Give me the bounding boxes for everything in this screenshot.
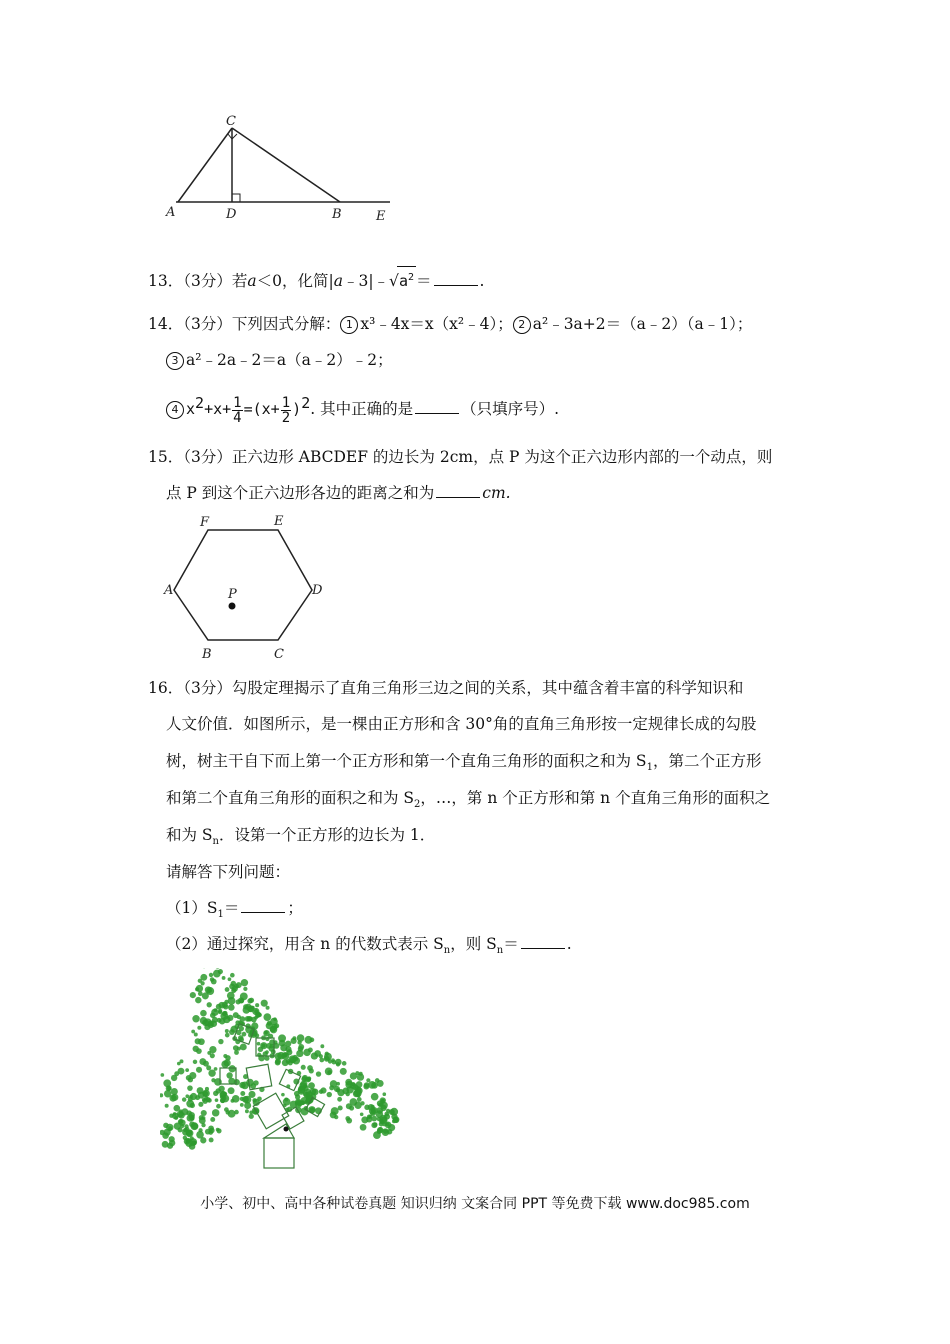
leaf xyxy=(340,1068,347,1075)
label-d2: D xyxy=(312,583,323,598)
leaf xyxy=(346,1118,352,1124)
q14-item1: x³﹣4x＝x（x²﹣4）； xyxy=(360,315,513,333)
frac2-num: 1 xyxy=(281,394,291,411)
q16-part2-eq: ＝ xyxy=(503,935,519,953)
fraction-1-2 xyxy=(281,396,291,425)
leaf xyxy=(207,1098,212,1103)
q16-part1-sub: 1 xyxy=(217,909,224,921)
question-15-line1 xyxy=(148,446,772,468)
leaf xyxy=(307,1065,313,1071)
leaf xyxy=(196,1067,202,1073)
leaf xyxy=(255,1003,259,1007)
label-e2: E xyxy=(274,514,284,529)
leaf xyxy=(244,1102,251,1109)
leaf xyxy=(200,1010,207,1017)
leaf xyxy=(229,1065,236,1072)
pythagoras-tree-figure xyxy=(160,968,400,1178)
label-p: P xyxy=(228,587,237,602)
leaf xyxy=(243,987,247,991)
q13-var-a2: a xyxy=(333,272,343,290)
q14-question: . 其中正确的是 xyxy=(310,400,414,419)
leaf xyxy=(320,1044,324,1048)
leaf xyxy=(301,1065,306,1070)
triangle-figure xyxy=(160,110,400,230)
leaf xyxy=(231,1099,235,1103)
leaf xyxy=(208,1020,214,1026)
q14-number: 14． xyxy=(148,315,184,333)
leaf xyxy=(203,1061,209,1067)
question-16-line4 xyxy=(166,787,770,816)
leaf xyxy=(192,1015,199,1022)
q15-number: 15． xyxy=(148,448,184,466)
question-14-line2 xyxy=(166,349,393,371)
leaf xyxy=(229,1029,235,1035)
q16-part2-sub: n xyxy=(443,945,451,957)
leaf xyxy=(166,1085,172,1091)
label-d: D xyxy=(226,207,237,222)
leaf xyxy=(213,1091,218,1096)
leaf xyxy=(198,991,203,996)
leaf xyxy=(245,1109,249,1113)
leaf xyxy=(180,1059,184,1063)
leaf xyxy=(184,1138,190,1144)
leaf xyxy=(319,1058,324,1063)
leaf xyxy=(228,1087,235,1094)
leaf xyxy=(201,1123,205,1127)
leaf xyxy=(248,1016,253,1021)
leaf xyxy=(225,987,230,992)
leaf xyxy=(327,1070,332,1075)
leaf xyxy=(294,1091,300,1097)
leaf xyxy=(334,1115,338,1119)
question-16-part2 xyxy=(166,933,572,962)
leaf xyxy=(212,1109,219,1116)
q16-part1-eq: ＝ xyxy=(223,899,240,917)
leaf xyxy=(371,1122,377,1128)
q16-text3b: ，第二个正方形 xyxy=(652,752,762,770)
q13-radicand-exp: 2 xyxy=(407,272,414,283)
leaf xyxy=(217,1128,222,1133)
leaf xyxy=(192,1140,197,1145)
leaf xyxy=(303,1091,309,1097)
question-16-line2 xyxy=(166,713,756,735)
q16-part1-label: （1）S xyxy=(166,899,218,917)
leaf xyxy=(229,984,235,990)
q13-middle: ﹣3|﹣ xyxy=(342,272,390,290)
tree-foliage xyxy=(160,968,399,1150)
leaf xyxy=(209,1138,214,1143)
tree-center-dot xyxy=(284,1127,289,1132)
q15-text2: 点 P 到这个正六边形各边的距离之和为 xyxy=(166,484,435,502)
leaf xyxy=(249,998,254,1003)
leaf xyxy=(290,1038,296,1044)
leaf xyxy=(224,1107,229,1112)
label-b2: B xyxy=(202,647,212,662)
q14-item4-paren: ) xyxy=(292,400,302,419)
leaf xyxy=(300,1100,305,1105)
leaf xyxy=(226,1072,232,1078)
leaf xyxy=(390,1108,398,1116)
leaf xyxy=(249,1114,254,1119)
leaf xyxy=(185,1094,189,1098)
leaf xyxy=(355,1071,359,1075)
leaf xyxy=(359,1072,363,1076)
leaf xyxy=(246,1079,254,1087)
leaf xyxy=(308,1082,315,1089)
leaf xyxy=(236,999,241,1004)
leaf xyxy=(360,1124,367,1131)
leaf xyxy=(160,1093,163,1097)
leaf xyxy=(263,1013,271,1021)
leaf xyxy=(182,1097,186,1101)
q16-text5: 和为 S xyxy=(166,826,213,844)
leaf xyxy=(241,979,248,986)
leaf xyxy=(187,1115,194,1122)
question-15-line2 xyxy=(166,482,511,504)
q16-prompt: 请解答下列问题： xyxy=(166,863,291,881)
question-16-line6 xyxy=(166,861,290,883)
leaf xyxy=(160,1073,164,1077)
leaf xyxy=(261,1000,268,1007)
q16-part2-end: . xyxy=(566,935,572,953)
leaf xyxy=(255,1033,259,1037)
q16-number: 16． xyxy=(148,679,184,697)
q15-unit: cm. xyxy=(482,484,511,502)
leaf xyxy=(172,1113,179,1120)
q15-text1: （3分）正六边形 ABCDEF 的边长为 2cm，点 P 为这个正六边形内部的一个动点，则 xyxy=(183,448,773,466)
q16-text5b: ．设第一个正方形的边长为 1． xyxy=(219,826,436,844)
question-16-line3 xyxy=(166,750,761,779)
hexagon-figure xyxy=(160,510,330,662)
leaf xyxy=(193,1060,197,1064)
leaf xyxy=(199,1115,204,1120)
leaf xyxy=(280,1044,287,1051)
leaf xyxy=(375,1078,380,1083)
leaf xyxy=(200,981,204,985)
leaf xyxy=(222,976,226,980)
leaf xyxy=(277,1052,285,1060)
leaf xyxy=(225,1033,230,1038)
q13-end: . xyxy=(479,272,485,290)
leaf xyxy=(191,1030,195,1034)
leaf xyxy=(338,1105,343,1110)
leaf xyxy=(316,1071,321,1076)
q14-item4-eq: =(x+ xyxy=(243,400,280,419)
q14-item4-x: x xyxy=(186,400,196,419)
leaf xyxy=(240,1091,245,1096)
leaf xyxy=(367,1115,372,1120)
leaf xyxy=(218,1039,223,1044)
leaf xyxy=(382,1122,386,1126)
q14-intro: （3分）下列因式分解： xyxy=(183,315,341,333)
leaf xyxy=(267,1021,272,1026)
leaf xyxy=(258,1047,263,1052)
frac1-den: 4 xyxy=(233,409,242,426)
leaf xyxy=(198,1128,202,1132)
label-a: A xyxy=(166,205,176,220)
q16-text3: 树，树主干自下而上第一个正方形和第一个直角三角形的面积之和为 S xyxy=(166,752,647,770)
leaf xyxy=(223,1004,228,1009)
question-13 xyxy=(148,266,484,292)
leaf xyxy=(208,1069,215,1076)
q13-radicand-base: a xyxy=(398,272,408,290)
leaf xyxy=(210,977,215,982)
q16-part2-mid: ，则 S xyxy=(450,935,497,953)
leaf xyxy=(298,1044,304,1050)
leaf xyxy=(394,1118,399,1123)
leaf xyxy=(174,1122,181,1129)
leaf xyxy=(171,1088,178,1095)
q14-item4-plus: +x+ xyxy=(204,400,232,419)
question-16-line5 xyxy=(166,824,435,853)
leaf xyxy=(371,1116,377,1122)
leaf xyxy=(197,1026,201,1030)
leaf xyxy=(213,970,221,978)
leaf xyxy=(273,1017,277,1021)
leaf xyxy=(225,1055,231,1061)
q16-part1-blank[interactable] xyxy=(241,898,285,913)
leaf xyxy=(336,1082,340,1086)
leaf xyxy=(209,973,213,977)
leaf xyxy=(190,992,196,998)
label-e: E xyxy=(376,209,386,224)
circle-2-icon: 2 xyxy=(513,316,531,334)
circle-1-icon: 1 xyxy=(340,316,358,334)
q13-var-a: a xyxy=(247,272,257,290)
q16-part1-end: ； xyxy=(287,899,303,917)
leaf xyxy=(261,1044,265,1048)
leaf xyxy=(342,1061,347,1066)
leaf xyxy=(227,992,235,1000)
leaf xyxy=(202,1099,207,1104)
q14-item3: a²﹣2a﹣2＝a（a﹣2）﹣2； xyxy=(186,351,393,369)
leaf xyxy=(202,1090,209,1097)
leaf xyxy=(228,1004,235,1011)
leaf xyxy=(300,1081,307,1088)
leaf xyxy=(205,986,212,993)
leaf xyxy=(303,1049,310,1056)
leaf xyxy=(371,1093,379,1101)
leaf xyxy=(240,1044,247,1051)
leaf xyxy=(345,1079,352,1086)
leaf xyxy=(275,1060,281,1066)
leaf xyxy=(210,1117,215,1122)
leaf xyxy=(243,1006,250,1013)
leaf xyxy=(215,1098,219,1102)
q16-part2-blank[interactable] xyxy=(521,934,565,949)
q14-answer-blank[interactable] xyxy=(415,399,459,414)
label-c2: C xyxy=(274,647,284,662)
q16-part2-sub2: n xyxy=(496,945,504,957)
leaf xyxy=(171,1075,177,1081)
leaf xyxy=(357,1097,362,1102)
leaf xyxy=(373,1131,381,1139)
leaf xyxy=(332,1060,337,1065)
leaf xyxy=(366,1078,370,1082)
leaf xyxy=(376,1107,383,1114)
circle-4-icon: 4 xyxy=(166,401,184,419)
leaf xyxy=(350,1098,358,1106)
leaf xyxy=(360,1112,364,1116)
leaf xyxy=(220,1098,225,1103)
q13-radicand xyxy=(397,266,416,292)
leaf xyxy=(179,1119,184,1124)
leaf xyxy=(168,1126,172,1130)
leaf xyxy=(194,1033,198,1037)
q13-number: 13． xyxy=(148,272,184,290)
leaf xyxy=(379,1102,383,1106)
leaf xyxy=(305,1036,313,1044)
leaf xyxy=(234,1050,239,1055)
leaf xyxy=(214,1008,218,1012)
leaf xyxy=(330,1080,337,1087)
leaf xyxy=(205,1129,211,1135)
frac1-num: 1 xyxy=(233,394,242,411)
leaf xyxy=(189,1095,193,1099)
leaf xyxy=(196,1048,202,1054)
leaf xyxy=(224,1000,228,1004)
question-16-part1 xyxy=(166,897,303,926)
leaf xyxy=(196,985,203,992)
q16-text2: 人文价值．如图所示，是一棵由正方形和含 30°角的直角三角形按一定规律长成的勾股 xyxy=(166,715,757,733)
q16-text1: （3分）勾股定理揭示了直角三角形三边之间的关系，其中蕴含着丰富的科学知识和 xyxy=(183,679,744,697)
leaf xyxy=(382,1092,386,1096)
leaf xyxy=(384,1114,390,1120)
leaf xyxy=(240,1103,244,1107)
leaf xyxy=(337,1097,342,1102)
leaf xyxy=(364,1082,370,1088)
q14-hint: （只填序号）. xyxy=(461,400,560,419)
leaf xyxy=(210,1013,216,1019)
leaf xyxy=(248,1091,255,1098)
q15-answer-blank[interactable] xyxy=(436,483,480,498)
leaf xyxy=(188,1077,193,1082)
leaf xyxy=(185,1127,189,1131)
label-c: C xyxy=(226,114,236,129)
leaf xyxy=(230,973,235,978)
leaf xyxy=(281,1093,285,1097)
q13-answer-blank[interactable] xyxy=(434,271,478,286)
leaf xyxy=(191,1122,199,1130)
leaf xyxy=(327,1092,332,1097)
leaf xyxy=(236,982,242,988)
leaf xyxy=(187,1085,193,1091)
q14-item4-exp: 2 xyxy=(195,394,205,412)
leaf xyxy=(195,1038,201,1044)
leaf xyxy=(190,1136,194,1140)
leaf xyxy=(387,1129,393,1135)
leaf xyxy=(240,1016,246,1022)
leaf xyxy=(169,1140,175,1146)
leaf xyxy=(228,1110,236,1118)
leaf xyxy=(169,1095,176,1102)
question-14-line3 xyxy=(166,392,559,425)
q16-sn-sub: n xyxy=(212,836,219,848)
circle-3-icon: 3 xyxy=(166,352,184,370)
leaf xyxy=(216,1104,221,1109)
q16-s2-sub: 2 xyxy=(414,799,421,811)
q13-intro: （3分）若 xyxy=(183,272,248,290)
leaf xyxy=(207,1002,212,1007)
leaf xyxy=(255,1013,260,1018)
leaf xyxy=(242,1032,247,1037)
leaf xyxy=(342,1088,349,1095)
label-f: F xyxy=(200,515,210,530)
leaf xyxy=(215,968,221,969)
leaf xyxy=(195,997,201,1003)
leaf xyxy=(214,1078,222,1086)
leaf xyxy=(198,1102,203,1107)
leaf xyxy=(200,974,207,981)
leaf xyxy=(178,1068,185,1075)
question-16-line1 xyxy=(148,677,743,699)
leaf xyxy=(252,1098,256,1102)
leaf xyxy=(290,1057,296,1063)
leaf xyxy=(228,977,232,981)
question-14-line1 xyxy=(148,313,752,335)
leaf xyxy=(240,1097,244,1101)
q14-item4-exp2: 2 xyxy=(301,394,311,412)
leaf xyxy=(185,1068,189,1072)
leaf xyxy=(223,1092,227,1096)
leaf xyxy=(266,1006,270,1010)
q14-item2: a²﹣3a+2＝（a﹣2）（a﹣1）； xyxy=(532,315,753,333)
leaf xyxy=(314,1050,321,1057)
leaf xyxy=(360,1101,364,1105)
leaf xyxy=(378,1127,383,1132)
leaf xyxy=(371,1082,378,1089)
label-b: B xyxy=(332,207,342,222)
leaf xyxy=(283,1098,291,1106)
leaf xyxy=(217,1018,222,1023)
q16-text4: 和第二个直角三角形的面积之和为 S xyxy=(166,789,415,807)
q13-equals: ＝ xyxy=(416,272,432,290)
leaf xyxy=(320,1087,326,1093)
leaf xyxy=(239,1082,245,1088)
leaf xyxy=(178,1112,185,1119)
q16-text4b: ，…，第 n 个正方形和第 n 个直角三角形的面积之 xyxy=(420,789,771,807)
label-a2: A xyxy=(164,583,174,598)
leaf xyxy=(162,1141,169,1148)
leaf xyxy=(354,1089,362,1097)
leaf xyxy=(265,1050,269,1054)
leaf xyxy=(173,1105,180,1112)
fraction-1-4 xyxy=(232,396,242,425)
leaf xyxy=(353,1084,359,1090)
leaf xyxy=(328,1059,332,1063)
leaf xyxy=(239,1026,244,1031)
point-p xyxy=(229,603,236,610)
leaf xyxy=(301,1108,309,1116)
leaf xyxy=(221,1060,229,1068)
page-footer: 小学、初中、高中各种试卷真题 知识归纳 文案合同 PPT 等免费下载 www.doc985.com xyxy=(200,1196,750,1212)
leaf xyxy=(209,1046,216,1053)
leaf xyxy=(270,1026,276,1032)
sqrt-sign-icon: √ xyxy=(389,272,399,290)
leaf xyxy=(186,1100,194,1108)
leaf xyxy=(210,1053,215,1058)
leaf xyxy=(257,1042,261,1046)
leaf xyxy=(368,1104,375,1111)
leaf xyxy=(249,1111,253,1115)
q16-s1-sub: 1 xyxy=(646,762,653,774)
q16-part2-label: （2）通过探究，用含 n 的代数式表示 S xyxy=(166,935,444,953)
frac2-den: 2 xyxy=(281,409,291,426)
q13-condition: ＜0，化简| xyxy=(256,272,334,290)
leaf xyxy=(165,1104,169,1108)
leaf xyxy=(225,1029,229,1033)
